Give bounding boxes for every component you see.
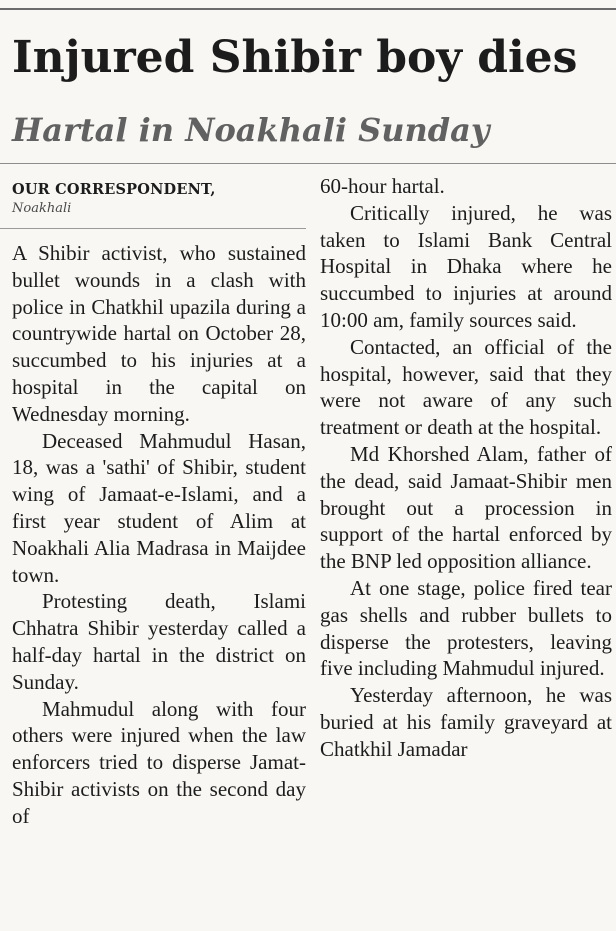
headline: Injured Shibir boy dies <box>12 32 578 83</box>
paragraph: Deceased Mahmudul Hasan, 18, was a 'sathi' of Shibir, student wing of Jamaat-e-Islami, and a first year student of Alim at Noakhali Alia Madrasa in Maijdee town. <box>12 428 306 587</box>
byline-name: OUR CORRESPONDENT, <box>12 181 216 198</box>
byline <box>12 180 302 218</box>
paragraph: Mahmudul along with four others were injured when the law enforcers tried to disperse Jamat-Shibir activists on the second day of <box>12 696 306 828</box>
paragraph: 60-hour hartal. <box>320 174 445 198</box>
left-column <box>12 240 306 830</box>
byline-divider <box>0 228 306 229</box>
headline-divider <box>0 163 616 164</box>
paragraph: At one stage, police fired tear gas shells and rubber bullets to disperse the protesters, leaving five including Mahmudul injured. <box>320 575 612 681</box>
paragraph: Protesting death, Islami Chhatra Shibir yesterday called a half-day hartal in the district on Sunday. <box>12 589 306 694</box>
paragraph: A Shibir activist, who sustained bullet wounds in a clash with police in Chatkhil upazila during a countrywide hartal on October 28, succumbed to his injuries at a hospital in the capital on Wednesday morning. <box>12 241 306 426</box>
paragraph: Critically injured, he was taken to Islami Bank Central Hospital in Dhaka where he succumbed to injuries at around 10:00 am, family sources said. <box>320 200 612 332</box>
byline-location: Noakhali <box>12 201 72 216</box>
right-column <box>320 173 612 763</box>
paragraph: Md Khorshed Alam, father of the dead, said Jamaat-Shibir men brought out a procession in support of the hartal enforced by the BNP led opposition alliance. <box>320 441 612 574</box>
subheadline: Hartal in Noakhali Sunday <box>12 111 490 149</box>
paragraph: Yesterday afternoon, he was buried at his family graveyard at Chatkhil Jamadar <box>320 683 612 761</box>
paragraph: Contacted, an official of the hospital, however, said that they were not aware of any such treatment or death at the hospital. <box>320 334 612 440</box>
top-rule <box>0 8 616 10</box>
